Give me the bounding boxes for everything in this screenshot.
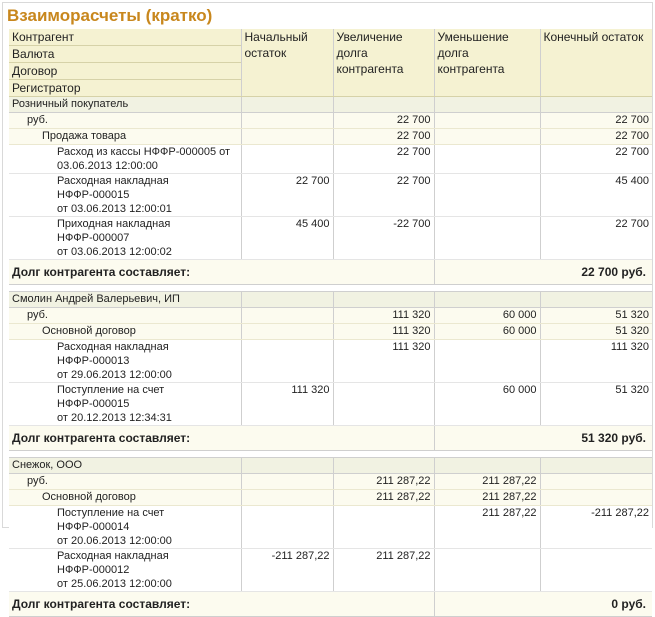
document-line1: Расходная накладная НФФР-000015 — [57, 175, 169, 201]
cell-increase: 22 700 — [333, 113, 434, 129]
cell-start — [241, 145, 333, 174]
cell-end: 22 700 — [540, 129, 652, 145]
cell-start: 22 700 — [241, 174, 333, 217]
document-line2: от 29.06.2013 12:00:00 — [57, 369, 172, 381]
cell-start — [241, 340, 333, 383]
contract-label: Основной договор — [9, 324, 241, 340]
document-label[interactable] — [9, 217, 241, 260]
contract-row[interactable] — [9, 324, 652, 340]
document-line1: Приходная накладная НФФР-000007 — [57, 218, 171, 244]
cell-start — [241, 474, 333, 490]
cell-end: 51 320 — [540, 308, 652, 324]
cell-decrease — [434, 174, 540, 217]
counterparty-row[interactable] — [9, 458, 652, 474]
counterparty-row[interactable] — [9, 97, 652, 113]
cell-start — [241, 308, 333, 324]
document-row[interactable] — [9, 217, 652, 260]
currency-row[interactable] — [9, 113, 652, 129]
cell-decrease — [434, 340, 540, 383]
cell-end: -211 287,22 — [540, 506, 652, 549]
counterparty-name: Смолин Андрей Валерьевич, ИП — [9, 292, 241, 308]
currency-row[interactable] — [9, 308, 652, 324]
document-label[interactable] — [9, 506, 241, 549]
cell-increase: 22 700 — [333, 145, 434, 174]
header-start-balance: Начальный остаток — [241, 29, 333, 97]
cell-end: 51 320 — [540, 383, 652, 426]
report-table — [9, 29, 652, 617]
cell-increase — [333, 506, 434, 549]
header-decrease: Уменьшение долга контрагента — [434, 29, 540, 97]
cell-start: 45 400 — [241, 217, 333, 260]
cell-increase: 211 287,22 — [333, 490, 434, 506]
currency-label: руб. — [9, 113, 241, 129]
currency-row[interactable] — [9, 474, 652, 490]
cell-end: 51 320 — [540, 324, 652, 340]
document-label[interactable] — [9, 340, 241, 383]
document-line2: от 25.06.2013 12:00:00 — [57, 578, 172, 590]
document-line1: Расходная накладная НФФР-000012 — [57, 550, 169, 576]
document-label[interactable] — [9, 145, 241, 174]
cell-increase: 211 287,22 — [333, 549, 434, 592]
contract-label: Основной договор — [9, 490, 241, 506]
document-line1: Расход из кассы НФФР-000005 от — [57, 146, 231, 158]
document-row[interactable] — [9, 506, 652, 549]
total-label: Долг контрагента составляет: — [9, 260, 434, 285]
document-line2: от 03.06.2013 12:00:02 — [57, 246, 172, 258]
document-line2: от 03.06.2013 12:00:01 — [57, 203, 172, 215]
cell-end — [540, 474, 652, 490]
cell-increase: 22 700 — [333, 174, 434, 217]
cell-decrease — [434, 217, 540, 260]
cell-decrease: 60 000 — [434, 324, 540, 340]
contract-label: Продажа товара — [9, 129, 241, 145]
cell-end: 45 400 — [540, 174, 652, 217]
cell-increase: -22 700 — [333, 217, 434, 260]
cell-end: 111 320 — [540, 340, 652, 383]
cell-increase: 111 320 — [333, 340, 434, 383]
total-row — [9, 260, 652, 285]
header-end-balance: Конечный остаток — [540, 29, 652, 97]
counterparty-row[interactable] — [9, 292, 652, 308]
cell-start — [241, 324, 333, 340]
document-line2: от 20.06.2013 12:00:00 — [57, 535, 172, 547]
header-counterparty: Контрагент — [9, 29, 241, 46]
cell-increase: 111 320 — [333, 324, 434, 340]
cell-increase — [333, 383, 434, 426]
cell-decrease: 60 000 — [434, 383, 540, 426]
total-value: 51 320 руб. — [434, 426, 652, 451]
cell-decrease: 211 287,22 — [434, 506, 540, 549]
header-currency: Валюта — [9, 46, 241, 63]
document-line2: 03.06.2013 12:00:00 — [57, 160, 158, 172]
counterparty-name: Розничный покупатель — [9, 97, 241, 113]
currency-label: руб. — [9, 474, 241, 490]
document-line2: от 20.12.2013 12:34:31 — [57, 412, 172, 424]
cell-decrease — [434, 145, 540, 174]
total-row — [9, 592, 652, 617]
total-value: 0 руб. — [434, 592, 652, 617]
currency-label: руб. — [9, 308, 241, 324]
cell-decrease — [434, 549, 540, 592]
document-row[interactable] — [9, 549, 652, 592]
cell-decrease — [434, 113, 540, 129]
cell-decrease: 60 000 — [434, 308, 540, 324]
cell-start — [241, 113, 333, 129]
cell-increase: 22 700 — [333, 129, 434, 145]
cell-end — [540, 549, 652, 592]
header-registrar: Регистратор — [12, 81, 81, 95]
cell-decrease — [434, 129, 540, 145]
document-row[interactable] — [9, 340, 652, 383]
document-label[interactable] — [9, 549, 241, 592]
report-title: Взаиморасчеты (кратко) — [7, 6, 213, 25]
header-left — [9, 29, 241, 97]
header-increase: Увеличение долга контрагента — [333, 29, 434, 97]
document-row[interactable] — [9, 174, 652, 217]
document-row[interactable] — [9, 383, 652, 426]
total-row — [9, 426, 652, 451]
cell-start — [241, 490, 333, 506]
header-contract: Договор — [9, 63, 241, 80]
document-label[interactable] — [9, 174, 241, 217]
document-line1: Поступление на счет НФФР-000015 — [57, 384, 165, 410]
cell-decrease: 211 287,22 — [434, 474, 540, 490]
cell-increase: 111 320 — [333, 308, 434, 324]
document-line1: Поступление на счет НФФР-000014 — [57, 507, 165, 533]
cell-end: 22 700 — [540, 113, 652, 129]
header-row — [9, 29, 652, 97]
cell-end — [540, 490, 652, 506]
cell-start: -211 287,22 — [241, 549, 333, 592]
cell-end: 22 700 — [540, 145, 652, 174]
cell-start: 111 320 — [241, 383, 333, 426]
total-value: 22 700 руб. — [434, 260, 652, 285]
total-label: Долг контрагента составляет: — [9, 592, 434, 617]
cell-increase: 211 287,22 — [333, 474, 434, 490]
cell-decrease: 211 287,22 — [434, 490, 540, 506]
counterparty-name: Снежок, ООО — [9, 458, 241, 474]
document-row[interactable] — [9, 145, 652, 174]
cell-start — [241, 129, 333, 145]
total-label: Долг контрагента составляет: — [9, 426, 434, 451]
contract-row[interactable] — [9, 129, 652, 145]
cell-start — [241, 506, 333, 549]
document-label[interactable] — [9, 383, 241, 426]
cell-end: 22 700 — [540, 217, 652, 260]
contract-row[interactable] — [9, 490, 652, 506]
document-line1: Расходная накладная НФФР-000013 — [57, 341, 169, 367]
